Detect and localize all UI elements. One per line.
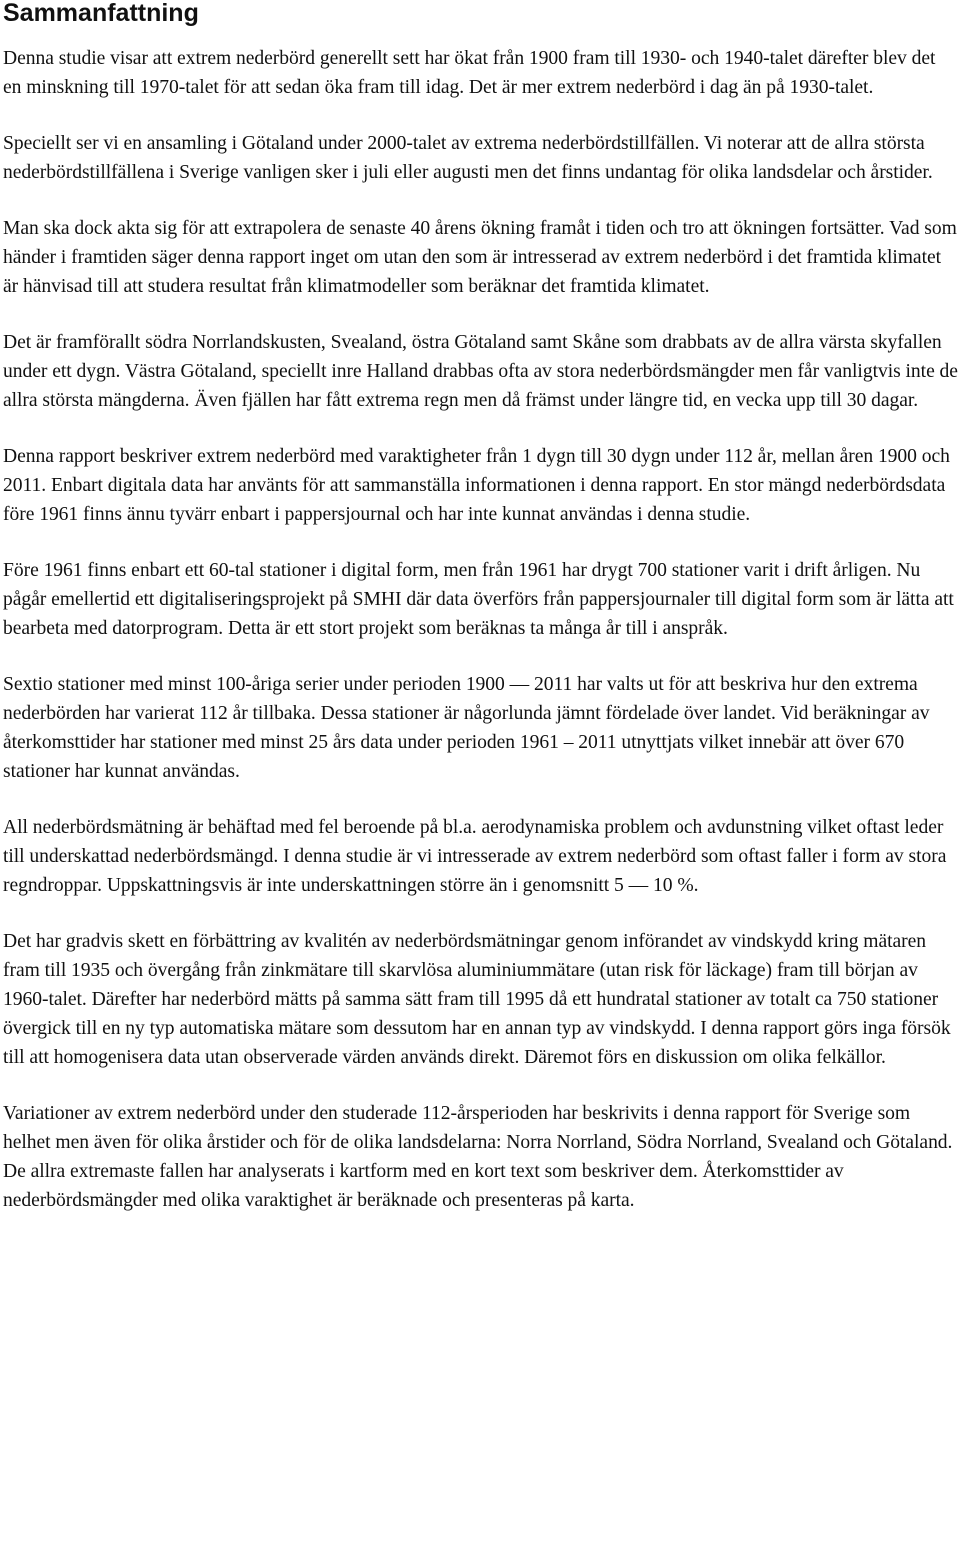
paragraph-9: Det har gradvis skett en förbättring av kvalitén av nederbördsmätningar genom införandet av vindskydd kring mätaren fram till 1935 och övergång från zinkmätare till skarvlösa aluminiummätare (utan risk för läckage) fram till början av 1960-talet. Därefter har nederbörd mätts på samma sätt fram till 1995 då ett hundratal stationer av totalt ca 750 stationer övergick till en ny typ automatiska mätare som dessutom har en annan typ av vindskydd. I denna rapport görs inga försök till att homogenisera data utan observerade värden används direkt. Däremot förs en diskussion om olika felkällor. — [3, 931, 951, 1068]
paragraph-5: Denna rapport beskriver extrem nederbörd med varaktigheter från 1 dygn till 30 dygn under 112 år, mellan åren 1900 och 2011. Enbart digitala data har använts för att sammanställa informationen i denna rapport. En stor mängd nederbördsdata före 1961 finns ännu tyvärr enbart i pappersjournal och har inte kunnat användas i denna studie. — [3, 446, 950, 525]
paragraph-10: Variationer av extrem nederbörd under den studerade 112-årsperioden har beskrivits i denna rapport för Sverige som helhet men även för olika årstider och för de olika landsdelarna: Norra Norrland, Södra Norrland, Svealand och Götaland. De allra extremaste fallen har analyserats i kartform med en kort text som beskriver dem. Återkomsttider av nederbördsmängder med olika varaktighet är beräknade och presenteras på karta. — [3, 1103, 953, 1211]
paragraph-3: Man ska dock akta sig för att extrapolera de senaste 40 årens ökning framåt i tiden och tro att ökningen fortsätter. Vad som händer i framtiden säger denna rapport inget om utan den som är intresserad av extrem nederbörd i det framtida klimatet är hänvisad till att studera resultat från klimatmodeller som beräknar det framtida klimatet. — [3, 218, 957, 297]
section-heading: Sammanfattning — [3, 0, 199, 27]
paragraph-2: Speciellt ser vi en ansamling i Götaland under 2000-talet av extrema nederbördstillfällen. Vi noterar att de allra största nederbördstillfällena i Sverige vanligen sker i juli eller augusti men det finns undantag för olika landsdelar och årstider. — [3, 133, 933, 183]
paragraph-4: Det är framförallt södra Norrlandskusten, Svealand, östra Götaland samt Skåne som drabbats av de allra värsta skyfallen under ett dygn. Västra Götaland, speciellt inre Halland drabbas ofta av stora nederbördsmängder men får vanligtvis inte de allra största mängderna. Även fjällen har fått extrema regn men då främst under längre tid, en vecka upp till 30 dagar. — [3, 332, 958, 411]
paragraph-6: Före 1961 finns enbart ett 60-tal stationer i digital form, men från 1961 har drygt 700 stationer varit i drift årligen. Nu pågår emellertid ett digitaliseringsprojekt på SMHI där data överförs från pappersjournaler till digital form som är lätta att bearbeta med datorprogram. Detta är ett stort projekt som beräknas ta många år till i anspråk. — [3, 560, 954, 639]
paragraph-8: All nederbördsmätning är behäftad med fel beroende på bl.a. aerodynamiska problem och avdunstning vilket oftast leder till underskattad nederbördsmängd. I denna studie är vi intresserade av extrem nederbörd som oftast faller i form av stora regndroppar. Uppskattningsvis är inte underskattningen större än i genomsnitt 5 — 10 %. — [3, 817, 947, 896]
paragraph-7: Sextio stationer med minst 100-åriga serier under perioden 1900 — 2011 har valts ut för att beskriva hur den extrema nederbörden har varierat 112 år tillbaka. Dessa stationer är någorlunda jämnt fördelade över landet. Vid beräkningar av återkomsttider har stationer med minst 25 års data under perioden 1961 – 2011 utnyttjats vilket innebär att över 670 stationer har kunnat användas. — [3, 674, 930, 782]
paragraph-1: Denna studie visar att extrem nederbörd generellt sett har ökat från 1900 fram till 1930- och 1940-talet därefter blev det en minskning till 1970-talet för att sedan öka fram till idag. Det är mer extrem nederbörd i dag än på 1930-talet. — [3, 48, 936, 98]
document-page — [3, 0, 958, 1215]
